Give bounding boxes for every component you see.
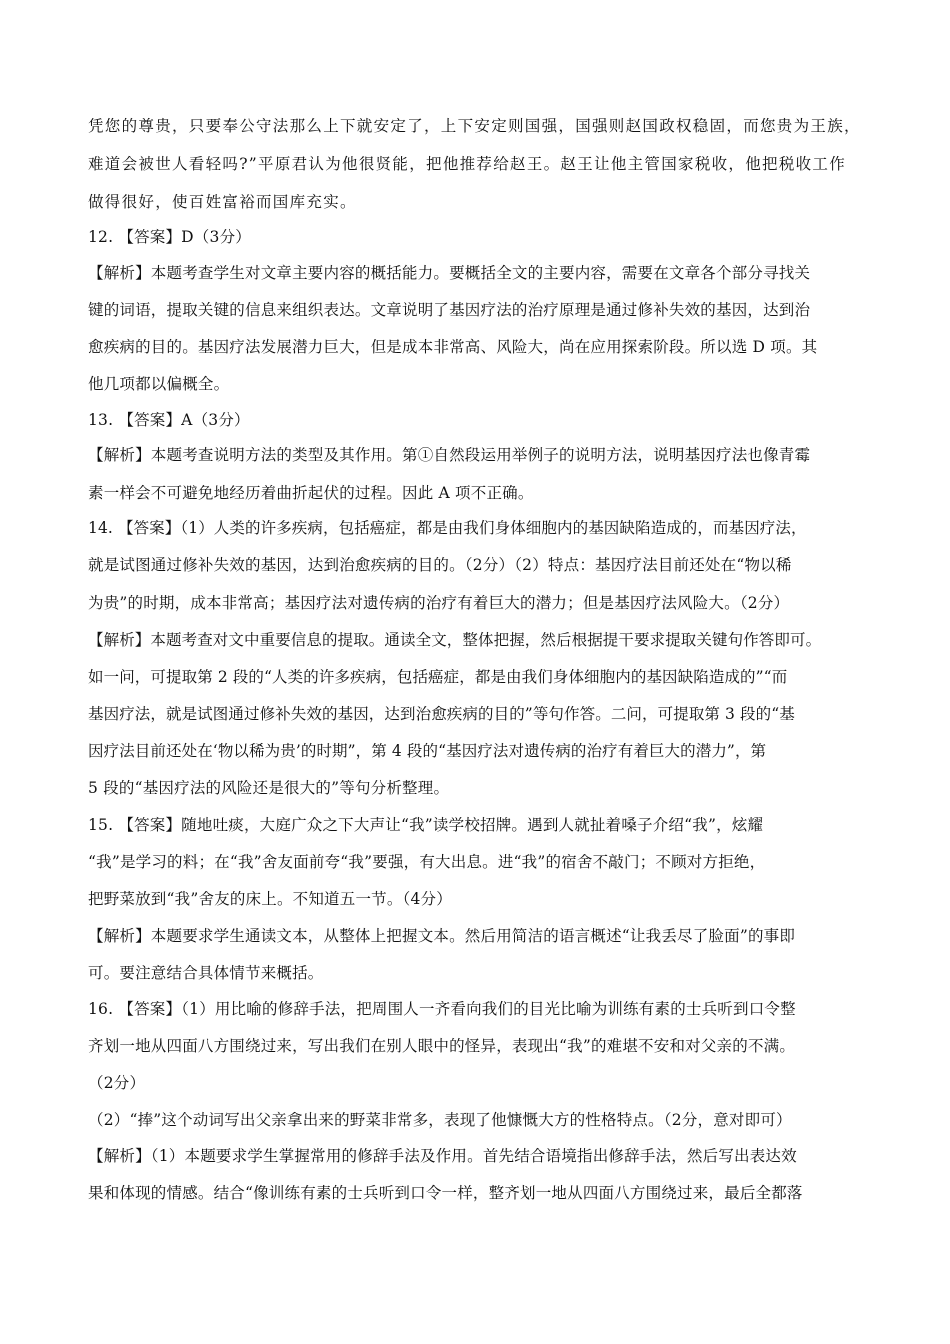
text-line: 果和体现的情感。结合“像训练有素的士兵听到口令一样，整齐划一地从四面八方围绕过来，最后全都落	[88, 1184, 803, 1202]
text-line: 12. 【答案】D（3分）	[88, 228, 251, 246]
text-line: （2分）	[88, 1074, 146, 1092]
text-line: 愈疾病的目的。基因疗法发展潜力巨大，但是成本非常高、风险大，尚在应用探索阶段。所以选 D 项。其	[88, 338, 818, 356]
text-line: （2）“捧”这个动词写出父亲拿出来的野菜非常多，表现了他慷慨大方的性格特点。（2分，意对即可）	[88, 1111, 792, 1129]
text-line: 为贵”的时期，成本非常高；基因疗法对遗传病的治疗有着巨大的潜力；但是基因疗法风险大。（2分）	[88, 594, 790, 612]
text-line: 【解析】（1）本题要求学生掌握常用的修辞手法及作用。首先结合语境指出修辞手法，然后写出表达效	[88, 1147, 797, 1165]
text-line: 14. 【答案】（1）人类的许多疾病，包括癌症，都是由我们身体细胞内的基因缺陷造成的，而基因疗法，	[88, 519, 807, 537]
text-line: 【解析】本题考查说明方法的类型及其作用。第①自然段运用举例子的说明方法，说明基因疗法也像青霉	[88, 446, 811, 464]
text-line: 齐划一地从四面八方围绕过来，写出我们在别人眼中的怪异，表现出“我”的难堪不安和对父亲的不满。	[88, 1037, 796, 1055]
text-line: 16. 【答案】（1）用比喻的修辞手法，把周围人一齐看向我们的目光比喻为训练有素的士兵听到口令整	[88, 1000, 796, 1018]
text-line: 他几项都以偏概全。	[88, 375, 230, 393]
text-line: 凭您的尊贵，只要奉公守法那么上下就安定了，上下安定则国强，国强则赵国政权稳固，而您贵为王族，	[88, 117, 861, 135]
text-line: 因疗法目前还处在‘物以稀为贵’的时期”，第 4 段的“基因疗法对遗传病的治疗有着巨大的潜力”，第	[88, 742, 767, 760]
text-line: 难道会被世人看轻吗?”平原君认为他很贤能，把他推荐给赵王。赵王让他主管国家税收，他把税收工作	[88, 155, 847, 173]
text-line: 如一问，可提取第 2 段的“人类的许多疾病，包括癌症，都是由我们身体细胞内的基因缺陷造成的”“而	[88, 668, 788, 686]
text-line: 【解析】本题考查对文中重要信息的提取。通读全文，整体把握，然后根据提干要求提取关键句作答即可。	[88, 631, 822, 649]
text-line: 5 段的“基因疗法的风险还是很大的”等句分析整理。	[88, 779, 450, 797]
text-line: 做得很好，使百姓富裕而国库充实。	[88, 193, 357, 211]
text-line: “我”是学习的料；在“我”舍友面前夸“我”要强，有大出息。进“我”的宿舍不敲门；不顾对方拒绝，	[88, 853, 766, 871]
text-line: 13. 【答案】A（3分）	[88, 411, 250, 429]
text-line: 【解析】本题考查学生对文章主要内容的概括能力。要概括全文的主要内容，需要在文章各个部分寻找关	[88, 264, 811, 282]
text-line: 基因疗法，就是试图通过修补失效的基因，达到治愈疾病的目的”等句作答。二问，可提取第 3 段的“基	[88, 705, 795, 723]
text-line: 15. 【答案】随地吐痰，大庭广众之下大声让“我”读学校招牌。遇到人就扯着嗓子介绍“我”，炫耀	[88, 816, 764, 834]
text-line: 把野菜放到“我”舍友的床上。不知道五一节。（4分）	[88, 890, 452, 908]
text-line: 素一样会不可避免地经历着曲折起伏的过程。因此 A 项不正确。	[88, 484, 534, 502]
text-line: 就是试图通过修补失效的基因，达到治愈疾病的目的。（2分）（2）特点：基因疗法目前还处在“物以稀	[88, 556, 792, 574]
text-line: 可。要注意结合具体情节来概括。	[88, 964, 324, 982]
text-line: 【解析】本题要求学生通读文本，从整体上把握文本。然后用简洁的语言概述“让我丢尽了脸面”的事即	[88, 927, 796, 945]
text-line: 键的词语，提取关键的信息来组织表达。文章说明了基因疗法的治疗原理是通过修补失效的基因，达到治	[88, 301, 811, 319]
